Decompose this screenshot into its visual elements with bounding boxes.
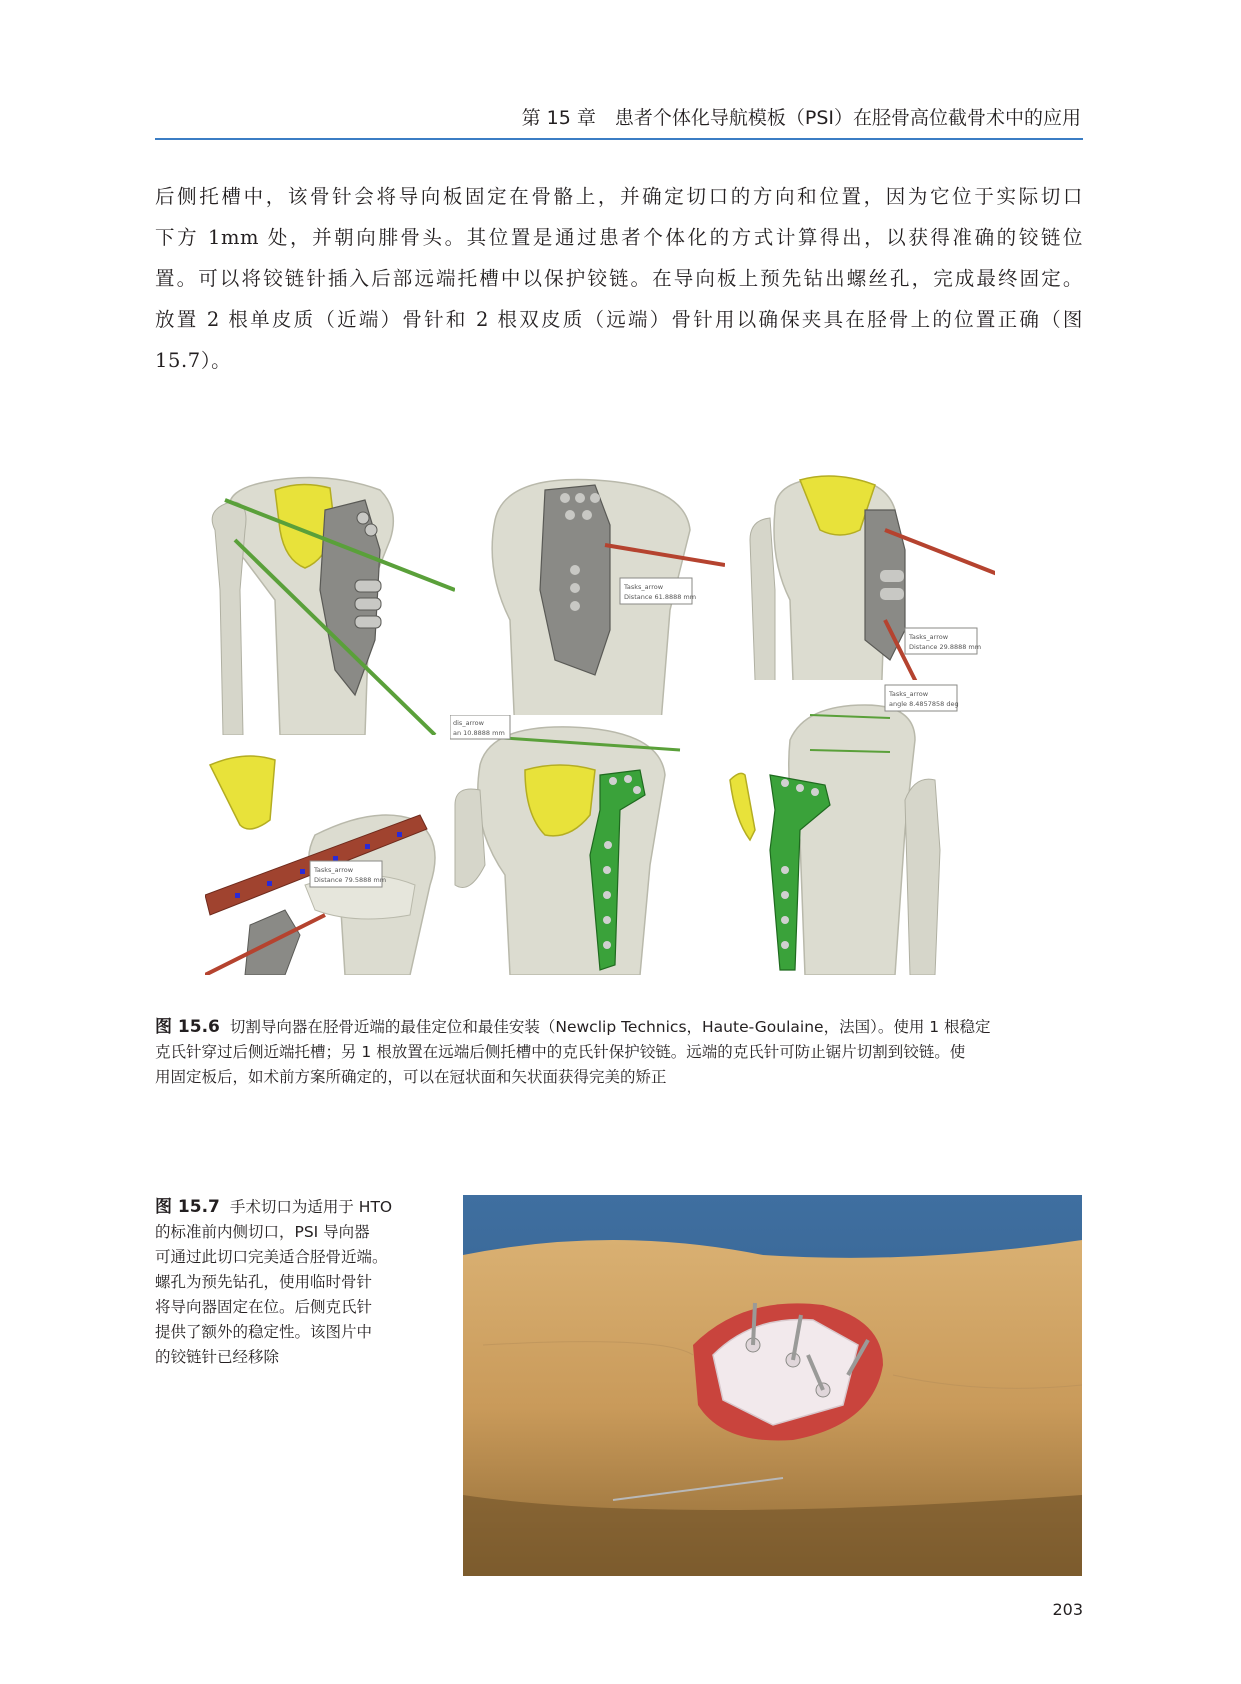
figure-label: 图 15.7: [155, 1197, 220, 1217]
figure-15-6-panel-4: [205, 745, 455, 975]
surgical-photo: [463, 1195, 1082, 1576]
plate-render-anterior: [450, 715, 690, 975]
body-line: 下方 1mm 处，并朝向腓骨头。其位置是通过患者个体化的方式计算得出，以获得准确的铰链位: [155, 226, 1083, 249]
header-divider: [155, 138, 1083, 140]
annotation-value: Distance 79.5888 mm: [314, 876, 387, 884]
tibia-render-anterior: [205, 470, 455, 735]
caption-line: 克氏针穿过后侧近端托槽；另 1 根放置在远端后侧托槽中的克氏针保护铰链。远端的克氏针可防止锯片切割到铰链。使: [155, 1043, 966, 1061]
annotation-label: Tasks_arrow: [624, 583, 664, 591]
body-paragraph: [155, 176, 1083, 381]
caption-line: 可通过此切口完美适合胫骨近端。: [155, 1248, 388, 1266]
figure-label: 图 15.6: [155, 1017, 220, 1037]
annotation-label: Tasks_arrow: [889, 690, 929, 698]
annotation-label: Tasks_arrow: [314, 866, 354, 874]
caption-line: 将导向器固定在位。后侧克氏针: [155, 1298, 373, 1316]
annotation-label: Tasks_arrow: [909, 633, 949, 641]
annotation-value: an 10.8888 mm: [453, 729, 505, 737]
osteotomy-render-axial: [205, 745, 455, 975]
page-number: 203: [1052, 1600, 1083, 1619]
tibia-render-medial: [475, 470, 725, 735]
figure-15-6-panel-5: [450, 715, 690, 975]
chapter-header-title: 第 15 章 患者个体化导航模板（PSI）在胫骨高位截骨术中的应用: [521, 107, 1081, 129]
caption-line: 螺孔为预先钻孔，使用临时骨针: [155, 1273, 373, 1291]
figure-15-7-caption: [155, 1195, 415, 1370]
plate-render-oblique: [715, 680, 995, 975]
figure-15-6: [205, 470, 995, 975]
figure-15-6-panel-6: [715, 680, 995, 975]
figure-15-6-caption: [155, 1015, 1083, 1090]
figure-15-6-panel-1: [205, 470, 455, 735]
annotation-value: angle 8.4857858 deg: [889, 700, 959, 708]
body-line: 置。可以将铰链针插入后部远端托槽中以保护铰链。在导向板上预先钻出螺丝孔，完成最终固定。: [155, 267, 1083, 290]
figure-15-6-panel-2: [475, 470, 725, 735]
annotation-value: Distance 61.8888 mm: [624, 593, 697, 601]
figure-15-7-photo: [463, 1195, 1082, 1576]
annotation-label: dis_arrow: [453, 719, 484, 727]
body-line: 15.7）。: [155, 349, 232, 372]
caption-line: 的铰链针已经移除: [155, 1348, 280, 1366]
caption-line: 的标准前内侧切口，PSI 导向器: [155, 1223, 370, 1241]
body-line: 后侧托槽中，该骨针会将导向板固定在骨骼上，并确定切口的方向和位置，因为它位于实际切口: [155, 185, 1083, 208]
caption-line: 切割导向器在胫骨近端的最佳定位和最佳安装（Newclip Technics，Haute-Goulaine，法国）。使用 1 根稳定: [229, 1018, 991, 1036]
caption-line: 提供了额外的稳定性。该图片中: [155, 1323, 373, 1341]
body-line: 放置 2 根单皮质（近端）骨针和 2 根双皮质（远端）骨针用以确保夹具在胫骨上的位置正确（图: [155, 308, 1083, 331]
annotation-value: Distance 29.8888 mm: [909, 643, 982, 651]
caption-line: 用固定板后，如术前方案所确定的，可以在冠状面和矢状面获得完美的矫正: [155, 1068, 667, 1086]
caption-line: 手术切口为适用于 HTO: [229, 1198, 393, 1216]
